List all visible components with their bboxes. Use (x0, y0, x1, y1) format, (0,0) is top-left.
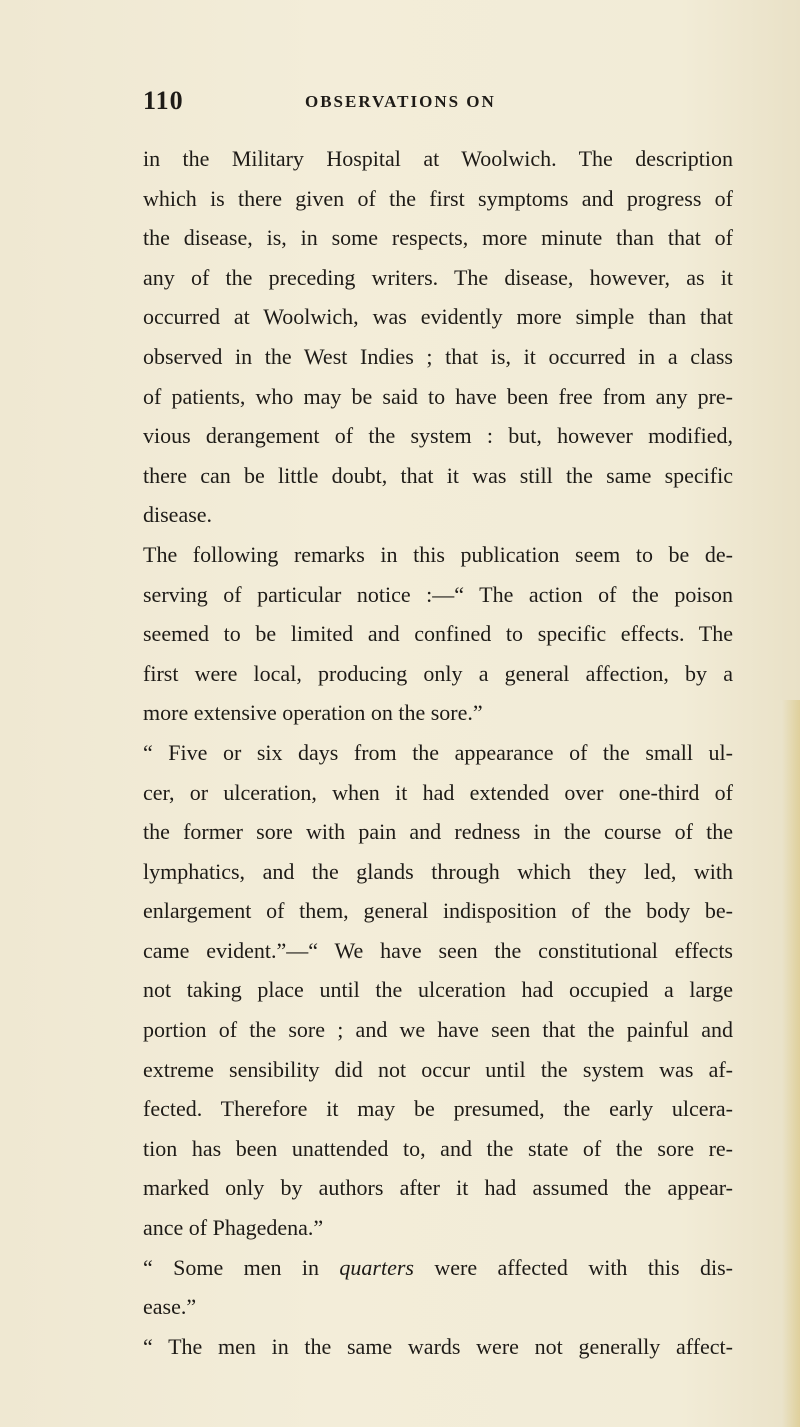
page-number: 110 (143, 86, 184, 115)
text-line: fected. Therefore it may be presumed, the early ulcera- (143, 1096, 733, 1122)
text-line: came evident.”—“ We have seen the constitutional effects (143, 937, 733, 963)
text-line: any of the preceding writers. The disease, however, as it (143, 264, 733, 290)
text-line: of patients, who may be said to have been free from any pre- (143, 383, 733, 409)
text-line: disease. (143, 502, 213, 528)
text-line: the former sore with pain and redness in the course of the (143, 819, 733, 845)
text-line: extreme sensibility did not occur until the system was af- (143, 1056, 733, 1082)
text-line: lymphatics, and the glands through which they led, with (143, 858, 733, 884)
text-line: The following remarks in this publication seem to be de- (143, 541, 733, 567)
running-head: OBSERVATIONS ON (305, 92, 496, 111)
text-line: marked only by authors after it had assumed the appear- (143, 1175, 733, 1201)
text-line: ance of Phagedena.” (143, 1215, 324, 1241)
text-line: ease.” (143, 1294, 197, 1320)
text-line: serving of particular notice :—“ The action of the poison (143, 581, 733, 607)
text-line: more extensive operation on the sore.” (143, 700, 483, 726)
page-header (143, 86, 723, 120)
text-line: in the Military Hospital at Woolwich. The description (143, 146, 733, 171)
text-line: vious derangement of the system : but, however modified, (143, 423, 733, 449)
text-line: enlargement of them, general indisposition of the body be- (143, 898, 733, 924)
text-line: the disease, is, in some respects, more minute than that of (143, 225, 733, 251)
text-line: portion of the sore ; and we have seen that the painful and (143, 1017, 733, 1043)
text-line: seemed to be limited and confined to specific effects. The (143, 621, 733, 647)
text-line: not taking place until the ulceration had occupied a large (143, 977, 733, 1003)
text-line: “ Five or six days from the appearance of the small ul- (143, 739, 733, 765)
page-edge-stain (782, 700, 800, 1427)
body-text (143, 139, 733, 1366)
text-line: “ Some men in quarters were affected with this dis- (143, 1254, 733, 1280)
text-line: there can be little doubt, that it was still the same specific (143, 462, 733, 488)
text-line: which is there given of the first symptoms and progress of (143, 185, 733, 211)
text-line: “ The men in the same wards were not generally affect- (143, 1333, 733, 1359)
text-line: cer, or ulceration, when it had extended over one-third of (143, 779, 733, 805)
text-line: occurred at Woolwich, was evidently more simple than that (143, 304, 733, 330)
text-line: first were local, producing only a general affection, by a (143, 660, 733, 686)
text-line: tion has been unattended to, and the state of the sore re- (143, 1135, 733, 1161)
text-line: observed in the West Indies ; that is, it occurred in a class (143, 343, 733, 369)
italic-word: quarters (339, 1254, 414, 1280)
